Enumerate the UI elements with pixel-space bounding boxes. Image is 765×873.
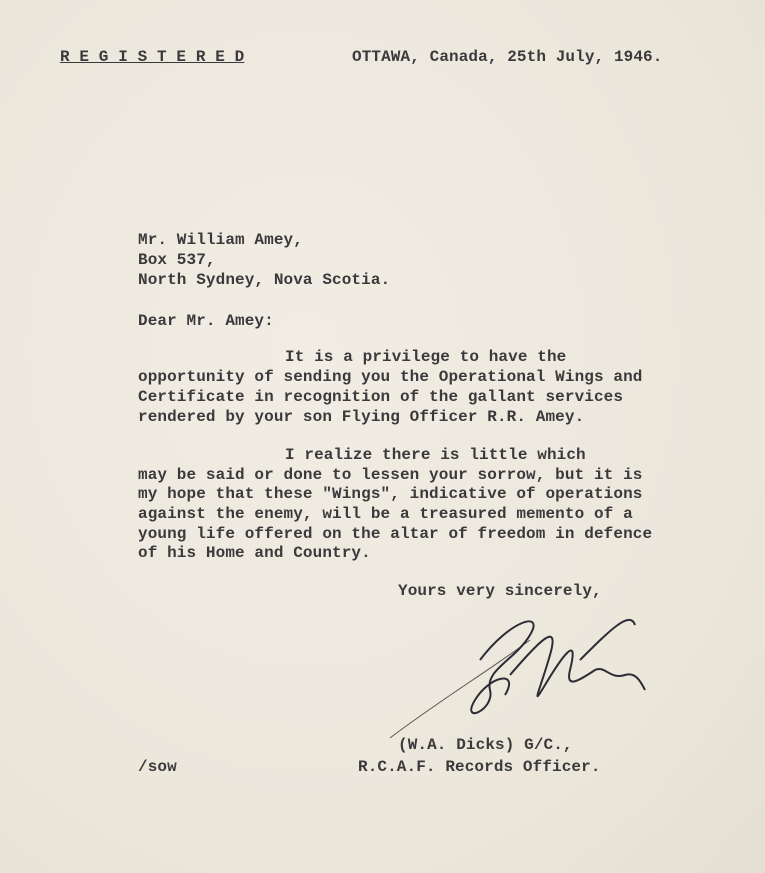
- registered-label: R E G I S T E R E D: [60, 48, 245, 66]
- paragraph2-line: my hope that these "Wings", indicative of operations: [138, 485, 643, 503]
- recipient-name: Mr. William Amey,: [138, 231, 303, 249]
- paragraph2-line: against the enemy, will be a treasured memento of a: [138, 505, 633, 523]
- typist-initials: /sow: [138, 758, 177, 776]
- paragraph2-line: young life offered on the altar of freedom in defence: [138, 525, 653, 543]
- salutation: Dear Mr. Amey:: [138, 312, 274, 330]
- handwritten-signature: [380, 600, 660, 740]
- closing: Yours very sincerely,: [398, 582, 602, 600]
- paragraph1-line: rendered by your son Flying Officer R.R. Amey.: [138, 408, 585, 426]
- paragraph1-line: It is a privilege to have the: [285, 348, 567, 366]
- signatory-name: (W.A. Dicks) G/C.,: [398, 736, 573, 754]
- place-date: OTTAWA, Canada, 25th July, 1946.: [352, 48, 663, 66]
- paragraph1-line: opportunity of sending you the Operational Wings and: [138, 368, 643, 386]
- paragraph2-line: may be said or done to lessen your sorrow, but it is: [138, 466, 643, 484]
- recipient-box: Box 537,: [138, 251, 216, 269]
- paragraph2-line: I realize there is little which: [285, 446, 586, 464]
- paragraph2-line: of his Home and Country.: [138, 544, 371, 562]
- recipient-city: North Sydney, Nova Scotia.: [138, 271, 391, 289]
- paragraph1-line: Certificate in recognition of the gallant services: [138, 388, 624, 406]
- signatory-title: R.C.A.F. Records Officer.: [358, 758, 601, 776]
